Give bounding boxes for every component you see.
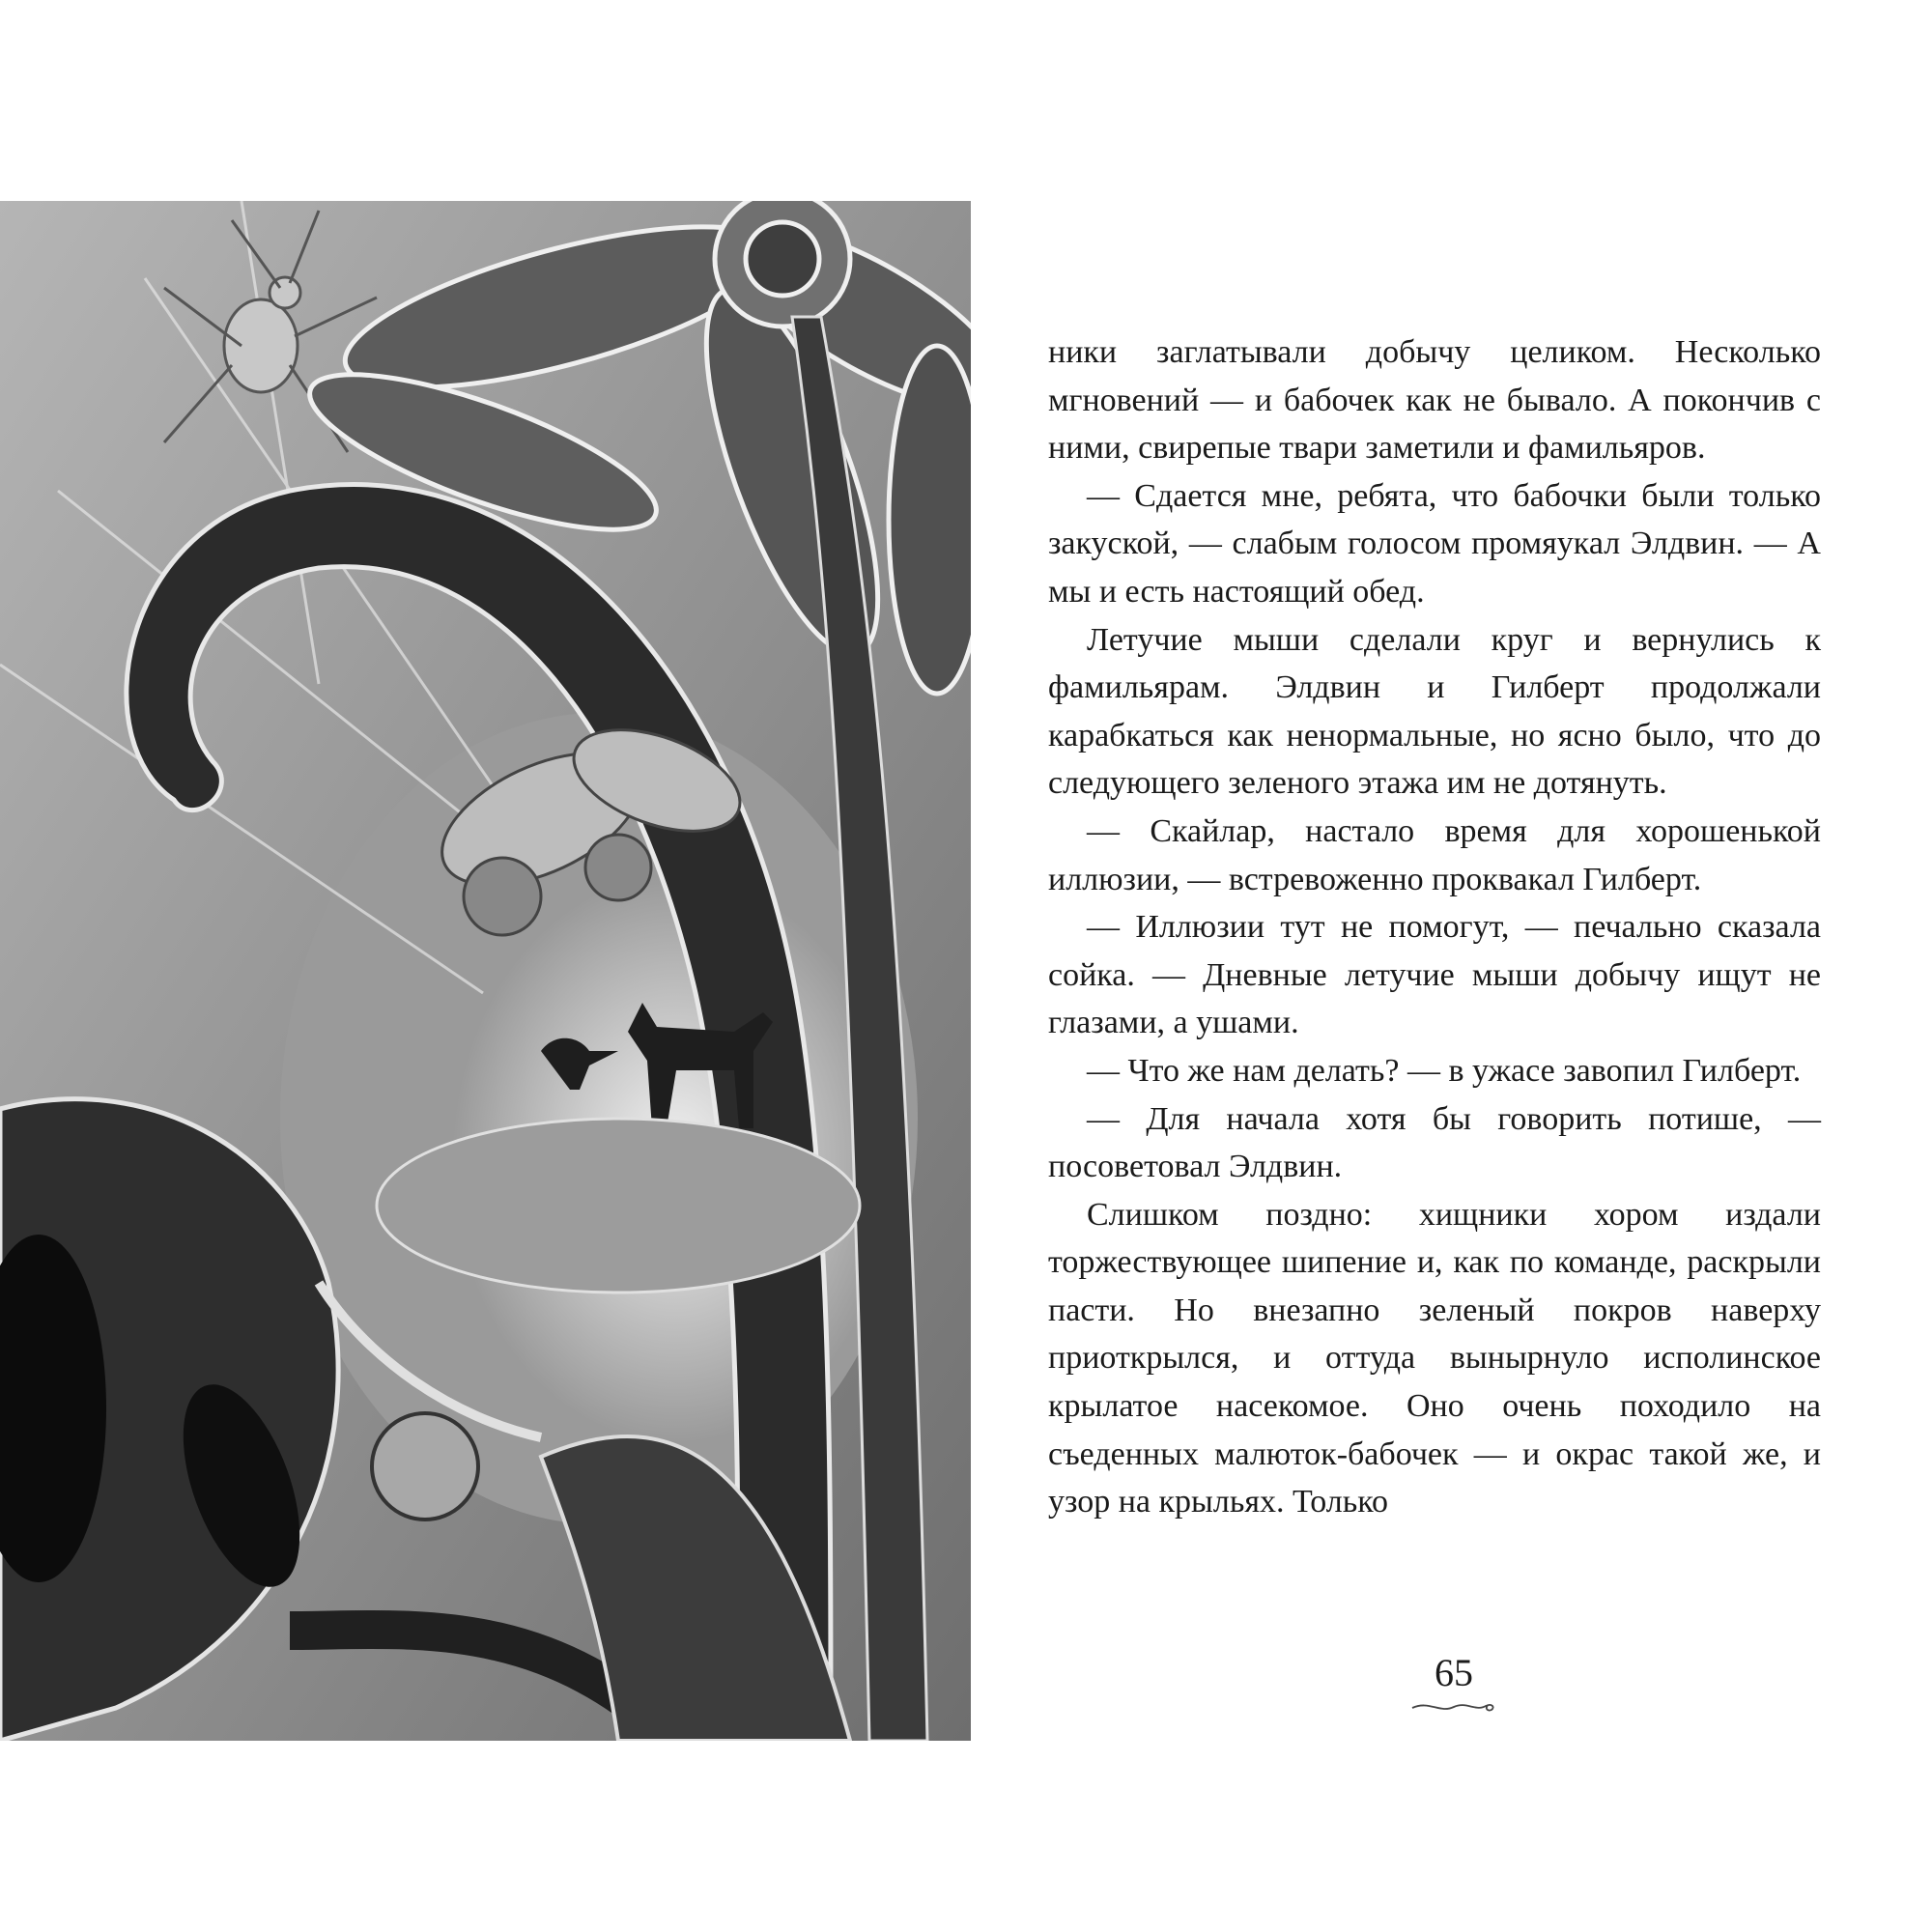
paragraph: — Скайлар, настало время для хорошенькой иллюзии, — встревоженно проквакал Гилберт.: [1048, 812, 1821, 897]
page-number: 65: [1435, 1651, 1473, 1694]
illustration-art: [0, 201, 971, 1741]
paragraph: — Иллюзии тут не помогут, — печально сказала сойка. — Дневные летучие мыши добычу ищут не глазами, а ушами.: [1048, 909, 1821, 1041]
paragraph: — Для начала хотя бы говорить потише, — посоветовал Элдвин.: [1048, 1100, 1821, 1185]
illustration: [0, 201, 971, 1741]
text-column: [1048, 328, 1821, 1526]
paragraph: Летучие мыши сделали круг и вернулись к фамильярам. Элдвин и Гилберт продолжали карабкаться как ненормальные, но ясно было, что до следующего зеленого этажа им не дотянуть.: [1048, 621, 1821, 802]
paragraph: Слишком поздно: хищники хором издали торжествующее шипение и, как по команде, раскрыли пасти. Но внезапно зеленый покров наверху приоткрылся, и оттуда вынырнуло исполинское крылатое насекомое. Оно очень походило на съеденных малюток-бабочек — и окрас такой же, и узор на крыльях. Только: [1048, 1196, 1821, 1520]
flourish-ornament-icon: [1410, 1698, 1497, 1716]
folio: [1386, 1650, 1521, 1716]
paragraph: — Сдается мне, ребята, что бабочки были только закуской, — слабым голосом промяукал Элдвин. — А мы и есть настоящий обед.: [1048, 477, 1821, 610]
paragraph: — Что же нам делать? — в ужасе завопил Гилберт.: [1087, 1052, 1802, 1089]
paragraph: ники заглатывали добычу целиком. Несколько мгновений — и бабочек как не бывало. А покончив с ними, свирепые твари заметили и фамильяров.: [1048, 334, 1821, 467]
